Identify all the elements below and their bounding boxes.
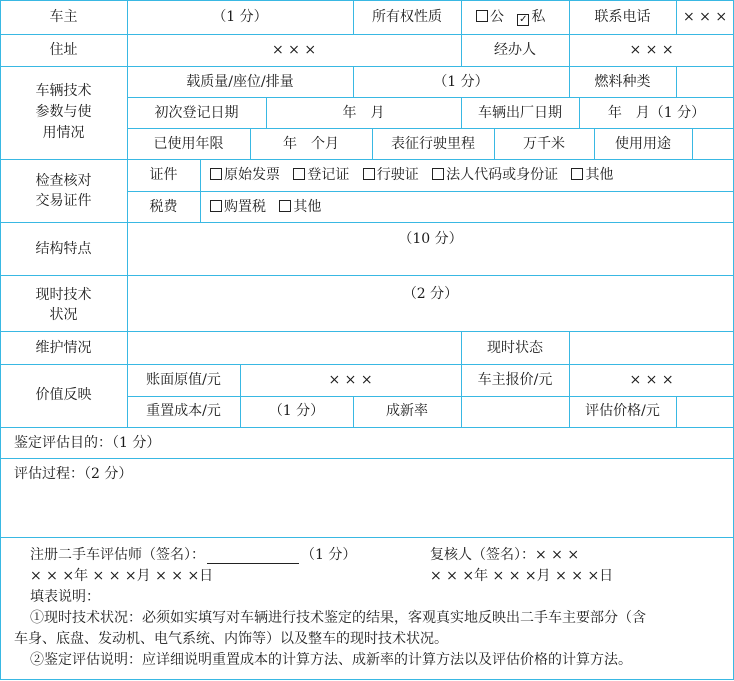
grid-line (0, 427, 734, 428)
tech-label-line2: 参数与使 (35, 104, 92, 120)
used-years-value: 年 个月 (283, 136, 339, 152)
tax-options (210, 198, 321, 216)
grid-line (676, 66, 677, 97)
note-2: ②鉴定评估说明：应详细说明重置成本的计算方法、成新率的计算方法以及评估价格的计算方法。 (30, 652, 632, 668)
capacity-value: （1 分） (433, 74, 489, 90)
grid-line (0, 331, 734, 332)
cert-option-label: 行驶证 (376, 167, 419, 183)
ownership-public-checkbox[interactable] (476, 10, 488, 22)
book-value-label: 账面原值/元 (146, 372, 221, 388)
cert-invoice-checkbox[interactable] (210, 168, 222, 180)
grid-line (0, 364, 734, 365)
notes-title: 填表说明： (30, 589, 100, 605)
appraiser-score: （1 分） (301, 547, 357, 563)
maintenance-label: 维护情况 (35, 340, 92, 356)
structure-label: 结构特点 (35, 241, 92, 257)
status-label: 现时状态 (487, 340, 543, 356)
quote-label: 车主报价/元 (477, 372, 553, 388)
grid-line (461, 0, 462, 34)
structure-value: （10 分） (398, 231, 463, 247)
cert-option-label: 登记证 (307, 167, 350, 183)
date-left: × × ×年 × × ×月 × × ×日 (30, 568, 214, 584)
owner-value: （1 分） (212, 9, 268, 25)
grid-line (569, 331, 570, 364)
reg-date-value: 年 月 (342, 105, 385, 121)
cert-other-checkbox[interactable] (571, 168, 583, 180)
ownership-private-label: 私 (531, 9, 546, 25)
quote-value: × × × (629, 372, 674, 388)
fuel-label: 燃料种类 (594, 74, 651, 90)
purpose-text: 鉴定评估目的：（1 分） (14, 435, 161, 451)
note-1-line2: 车身、底盘、发动机、电气系统、内饰等）以及整车的现时技术状况。 (14, 631, 448, 647)
book-value: × × × (328, 372, 373, 388)
cert-option-label: 原始发票 (224, 167, 280, 183)
mileage-value: 万千米 (523, 136, 565, 152)
owner-label: 车主 (49, 9, 78, 25)
ownership-label: 所有权性质 (372, 9, 442, 25)
grid-line (0, 222, 734, 223)
handler-value: × × × (629, 42, 674, 58)
grid-line (0, 159, 734, 160)
grid-line (0, 34, 734, 35)
docs-label-line1: 检查核对 (35, 173, 92, 189)
contact-label: 联系电话 (594, 9, 651, 25)
ownership-private-checkbox[interactable]: ✓ (519, 14, 528, 25)
capacity-label: 载质量/座位/排量 (186, 74, 294, 90)
current-tech-label-line2: 状况 (49, 307, 78, 323)
reg-date-label: 初次登记日期 (154, 105, 239, 121)
tech-label-line3: 用情况 (42, 125, 85, 141)
ownership-options (476, 8, 545, 26)
appraised-price-label: 评估价格/元 (585, 403, 660, 419)
cert-id-checkbox[interactable] (432, 168, 444, 180)
docs-label-line2: 交易证件 (35, 193, 92, 209)
appraiser-signature (30, 546, 356, 564)
newness-rate-label: 成新率 (386, 403, 428, 419)
used-years-label: 已使用年限 (153, 136, 224, 152)
grid-line (692, 128, 693, 159)
tax-option-label: 购置税 (224, 199, 266, 215)
grid-line (0, 458, 734, 459)
tax-option-label: 其他 (293, 199, 322, 215)
grid-line (0, 66, 734, 67)
current-tech-label-line1: 现时技术 (35, 287, 92, 303)
grid-line (0, 0, 734, 1)
cert-registration-checkbox[interactable] (293, 168, 305, 180)
signature-line[interactable] (207, 549, 299, 564)
grid-line (0, 537, 734, 538)
process-text: 评估过程：（2 分） (14, 466, 133, 482)
value-label: 价值反映 (35, 387, 92, 403)
grid-line (127, 396, 734, 397)
grid-line (127, 97, 734, 98)
usage-label: 使用用途 (615, 136, 671, 152)
cert-driving-license-checkbox[interactable] (363, 168, 375, 180)
cert-option-label: 其他 (585, 167, 614, 183)
tax-other-checkbox[interactable] (279, 200, 291, 212)
replacement-cost-value: （1 分） (268, 403, 325, 419)
tech-label-line1: 车辆技术 (35, 83, 92, 99)
appraiser-label: 注册二手车评估师（签名）： (30, 547, 205, 563)
grid-line (0, 679, 734, 680)
replacement-cost-label: 重置成本/元 (146, 403, 221, 419)
ownership-public-label: 公 (490, 9, 504, 25)
grid-line (200, 159, 201, 222)
grid-line (0, 275, 734, 276)
handler-label: 经办人 (494, 42, 536, 58)
tax-label: 税费 (149, 199, 178, 215)
grid-line (676, 396, 677, 427)
cert-label: 证件 (149, 167, 178, 183)
contact-value: × × × (682, 9, 728, 25)
cert-option-label: 法人代码或身份证 (446, 167, 559, 183)
grid-line (127, 128, 734, 129)
factory-date-value: 年 月（1 分） (607, 105, 706, 121)
tax-purchase-checkbox[interactable] (210, 200, 222, 212)
mileage-label: 表征行驶里程 (391, 136, 475, 152)
current-tech-value: （2 分） (402, 286, 459, 302)
factory-date-label: 车辆出厂日期 (478, 105, 562, 121)
reviewer-signature: 复核人（签名）：× × × (430, 547, 580, 563)
note-1-line1: ①现时技术状况：必须如实填写对车辆进行技术鉴定的结果，客观真实地反映出二手车主要部分（含 (30, 610, 646, 626)
date-right: × × ×年 × × ×月 × × ×日 (430, 568, 614, 584)
address-label: 住址 (49, 42, 78, 58)
grid-line (461, 396, 462, 427)
cert-options (210, 166, 613, 184)
grid-line (127, 191, 734, 192)
address-value: × × × (271, 42, 317, 58)
